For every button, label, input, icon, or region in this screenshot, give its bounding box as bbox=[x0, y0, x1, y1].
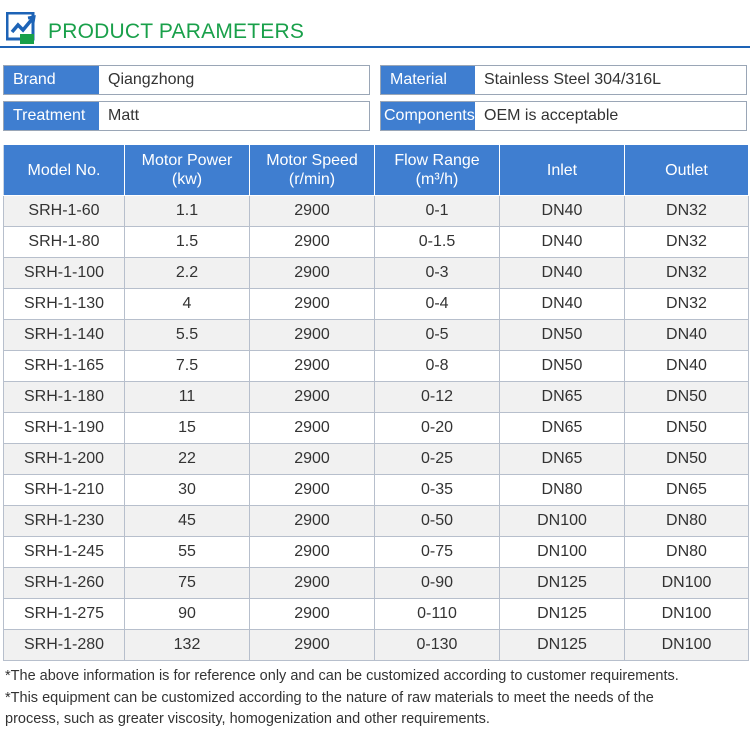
note-customization-line1: *This equipment can be customized according to the nature of raw materials to meet the needs of the bbox=[5, 690, 654, 706]
table-cell: 0-3 bbox=[375, 258, 500, 289]
table-row bbox=[4, 599, 749, 630]
table-row bbox=[4, 382, 749, 413]
table-cell: 1.5 bbox=[125, 227, 250, 258]
column-header bbox=[250, 145, 375, 196]
table-cell: DN32 bbox=[625, 227, 749, 258]
column-header-line: (m³/h) bbox=[415, 171, 459, 188]
table-cell: 2900 bbox=[250, 382, 375, 413]
table-cell: DN80 bbox=[625, 537, 749, 568]
note-customization-line2: process, such as greater viscosity, homogenization and other requirements. bbox=[5, 711, 490, 727]
column-header-line: Model No. bbox=[27, 161, 101, 179]
table-cell: SRH-1-165 bbox=[4, 351, 125, 382]
table-cell: DN65 bbox=[500, 382, 625, 413]
table-cell: DN100 bbox=[500, 537, 625, 568]
table-cell: 0-130 bbox=[375, 630, 500, 661]
table-cell: 90 bbox=[125, 599, 250, 630]
header-divider bbox=[0, 46, 750, 48]
table-cell: 0-25 bbox=[375, 444, 500, 475]
table-cell: SRH-1-245 bbox=[4, 537, 125, 568]
spec-material bbox=[380, 65, 747, 95]
table-cell: SRH-1-200 bbox=[4, 444, 125, 475]
page-title: PRODUCT PARAMETERS bbox=[48, 20, 305, 43]
table-cell: 15 bbox=[125, 413, 250, 444]
table-cell: 2900 bbox=[250, 630, 375, 661]
column-header bbox=[375, 145, 500, 196]
table-cell: DN125 bbox=[500, 630, 625, 661]
table-cell: DN40 bbox=[625, 320, 749, 351]
table-cell: DN65 bbox=[500, 413, 625, 444]
table-cell: DN80 bbox=[625, 506, 749, 537]
table-row bbox=[4, 258, 749, 289]
table-cell: DN32 bbox=[625, 289, 749, 320]
spec-brand bbox=[3, 65, 370, 95]
section-header bbox=[0, 0, 750, 62]
table-cell: 2900 bbox=[250, 320, 375, 351]
table-cell: DN32 bbox=[625, 196, 749, 227]
table-cell: 2.2 bbox=[125, 258, 250, 289]
table-cell: 0-35 bbox=[375, 475, 500, 506]
column-header bbox=[500, 145, 625, 196]
table-cell: SRH-1-180 bbox=[4, 382, 125, 413]
table-cell: 2900 bbox=[250, 568, 375, 599]
column-header-line: (kw) bbox=[171, 171, 203, 188]
table-cell: 0-1.5 bbox=[375, 227, 500, 258]
table-cell: DN40 bbox=[500, 289, 625, 320]
table-cell: SRH-1-60 bbox=[4, 196, 125, 227]
table-cell: 2900 bbox=[250, 537, 375, 568]
table-cell: DN65 bbox=[500, 444, 625, 475]
table-cell: 0-8 bbox=[375, 351, 500, 382]
table-cell: DN50 bbox=[625, 444, 749, 475]
table-row bbox=[4, 475, 749, 506]
column-header bbox=[4, 145, 125, 196]
table-cell: SRH-1-100 bbox=[4, 258, 125, 289]
table-cell: 2900 bbox=[250, 506, 375, 537]
column-header bbox=[625, 145, 749, 196]
table-cell: 55 bbox=[125, 537, 250, 568]
table-row bbox=[4, 351, 749, 382]
table-row bbox=[4, 568, 749, 599]
table-cell: SRH-1-140 bbox=[4, 320, 125, 351]
spec-material-label: Material bbox=[381, 66, 475, 94]
table-cell: SRH-1-260 bbox=[4, 568, 125, 599]
table-cell: 0-110 bbox=[375, 599, 500, 630]
spec-brand-label: Brand bbox=[4, 66, 99, 94]
table-cell: DN40 bbox=[500, 227, 625, 258]
spec-treatment bbox=[3, 101, 370, 131]
table-cell: DN80 bbox=[500, 475, 625, 506]
table-row bbox=[4, 630, 749, 661]
table-row bbox=[4, 320, 749, 351]
table-cell: 2900 bbox=[250, 196, 375, 227]
table-row bbox=[4, 196, 749, 227]
column-header-line: Flow Range bbox=[394, 152, 480, 169]
column-header-line: Outlet bbox=[665, 161, 708, 179]
table-cell: 22 bbox=[125, 444, 250, 475]
table-row bbox=[4, 413, 749, 444]
table-cell: 0-5 bbox=[375, 320, 500, 351]
table-cell: DN100 bbox=[500, 506, 625, 537]
table-body bbox=[4, 196, 749, 661]
table-cell: 5.5 bbox=[125, 320, 250, 351]
table-cell: DN65 bbox=[625, 475, 749, 506]
table-cell: DN125 bbox=[500, 599, 625, 630]
table-cell: 0-20 bbox=[375, 413, 500, 444]
spec-components bbox=[380, 101, 747, 131]
table-cell: DN32 bbox=[625, 258, 749, 289]
table-cell: 2900 bbox=[250, 258, 375, 289]
logo-icon bbox=[6, 12, 40, 46]
table-cell: DN50 bbox=[500, 351, 625, 382]
table-cell: 2900 bbox=[250, 289, 375, 320]
spec-treatment-value: Matt bbox=[108, 107, 140, 124]
table-cell: 0-90 bbox=[375, 568, 500, 599]
table-cell: DN50 bbox=[500, 320, 625, 351]
table-cell: 7.5 bbox=[125, 351, 250, 382]
table-cell: 2900 bbox=[250, 444, 375, 475]
table-cell: 4 bbox=[125, 289, 250, 320]
table-cell: 11 bbox=[125, 382, 250, 413]
table-cell: SRH-1-230 bbox=[4, 506, 125, 537]
table-row bbox=[4, 506, 749, 537]
column-header-line: Motor Power bbox=[141, 152, 233, 169]
table-cell: SRH-1-190 bbox=[4, 413, 125, 444]
table-cell: 0-75 bbox=[375, 537, 500, 568]
spec-components-label: Components bbox=[381, 102, 475, 130]
table-cell: 0-50 bbox=[375, 506, 500, 537]
table-cell: SRH-1-275 bbox=[4, 599, 125, 630]
table-cell: DN125 bbox=[500, 568, 625, 599]
table-row bbox=[4, 289, 749, 320]
table-cell: DN50 bbox=[625, 382, 749, 413]
table-cell: 2900 bbox=[250, 599, 375, 630]
table-cell: 0-4 bbox=[375, 289, 500, 320]
table-cell: SRH-1-210 bbox=[4, 475, 125, 506]
table-cell: 2900 bbox=[250, 351, 375, 382]
table-cell: 0-12 bbox=[375, 382, 500, 413]
column-header-line: (r/min) bbox=[288, 171, 336, 188]
spec-brand-value: Qiangzhong bbox=[108, 71, 195, 88]
table-cell: 1.1 bbox=[125, 196, 250, 227]
table-row bbox=[4, 537, 749, 568]
table-cell: DN40 bbox=[500, 258, 625, 289]
spec-treatment-label: Treatment bbox=[4, 102, 99, 130]
column-header bbox=[125, 145, 250, 196]
spec-material-value: Stainless Steel 304/316L bbox=[484, 71, 662, 88]
table-cell: SRH-1-280 bbox=[4, 630, 125, 661]
column-header-line: Inlet bbox=[546, 161, 578, 179]
table-cell: 75 bbox=[125, 568, 250, 599]
table-cell: 2900 bbox=[250, 475, 375, 506]
table-cell: 2900 bbox=[250, 227, 375, 258]
table-cell: 2900 bbox=[250, 413, 375, 444]
table-cell: 30 bbox=[125, 475, 250, 506]
table-cell: DN40 bbox=[500, 196, 625, 227]
table-cell: SRH-1-130 bbox=[4, 289, 125, 320]
table-cell: 132 bbox=[125, 630, 250, 661]
table-row bbox=[4, 227, 749, 258]
note-reference: *The above information is for reference only and can be customized according to customer requirements. bbox=[5, 668, 679, 684]
table-cell: DN50 bbox=[625, 413, 749, 444]
table-cell: DN40 bbox=[625, 351, 749, 382]
table-cell: DN100 bbox=[625, 599, 749, 630]
table-row bbox=[4, 444, 749, 475]
table-cell: DN100 bbox=[625, 568, 749, 599]
parameters-table bbox=[3, 144, 749, 661]
table-header-row bbox=[4, 145, 749, 196]
spec-components-value: OEM is acceptable bbox=[484, 107, 619, 124]
table-cell: 0-1 bbox=[375, 196, 500, 227]
table-cell: DN100 bbox=[625, 630, 749, 661]
column-header-line: Motor Speed bbox=[266, 152, 358, 169]
table-cell: 45 bbox=[125, 506, 250, 537]
table-cell: SRH-1-80 bbox=[4, 227, 125, 258]
